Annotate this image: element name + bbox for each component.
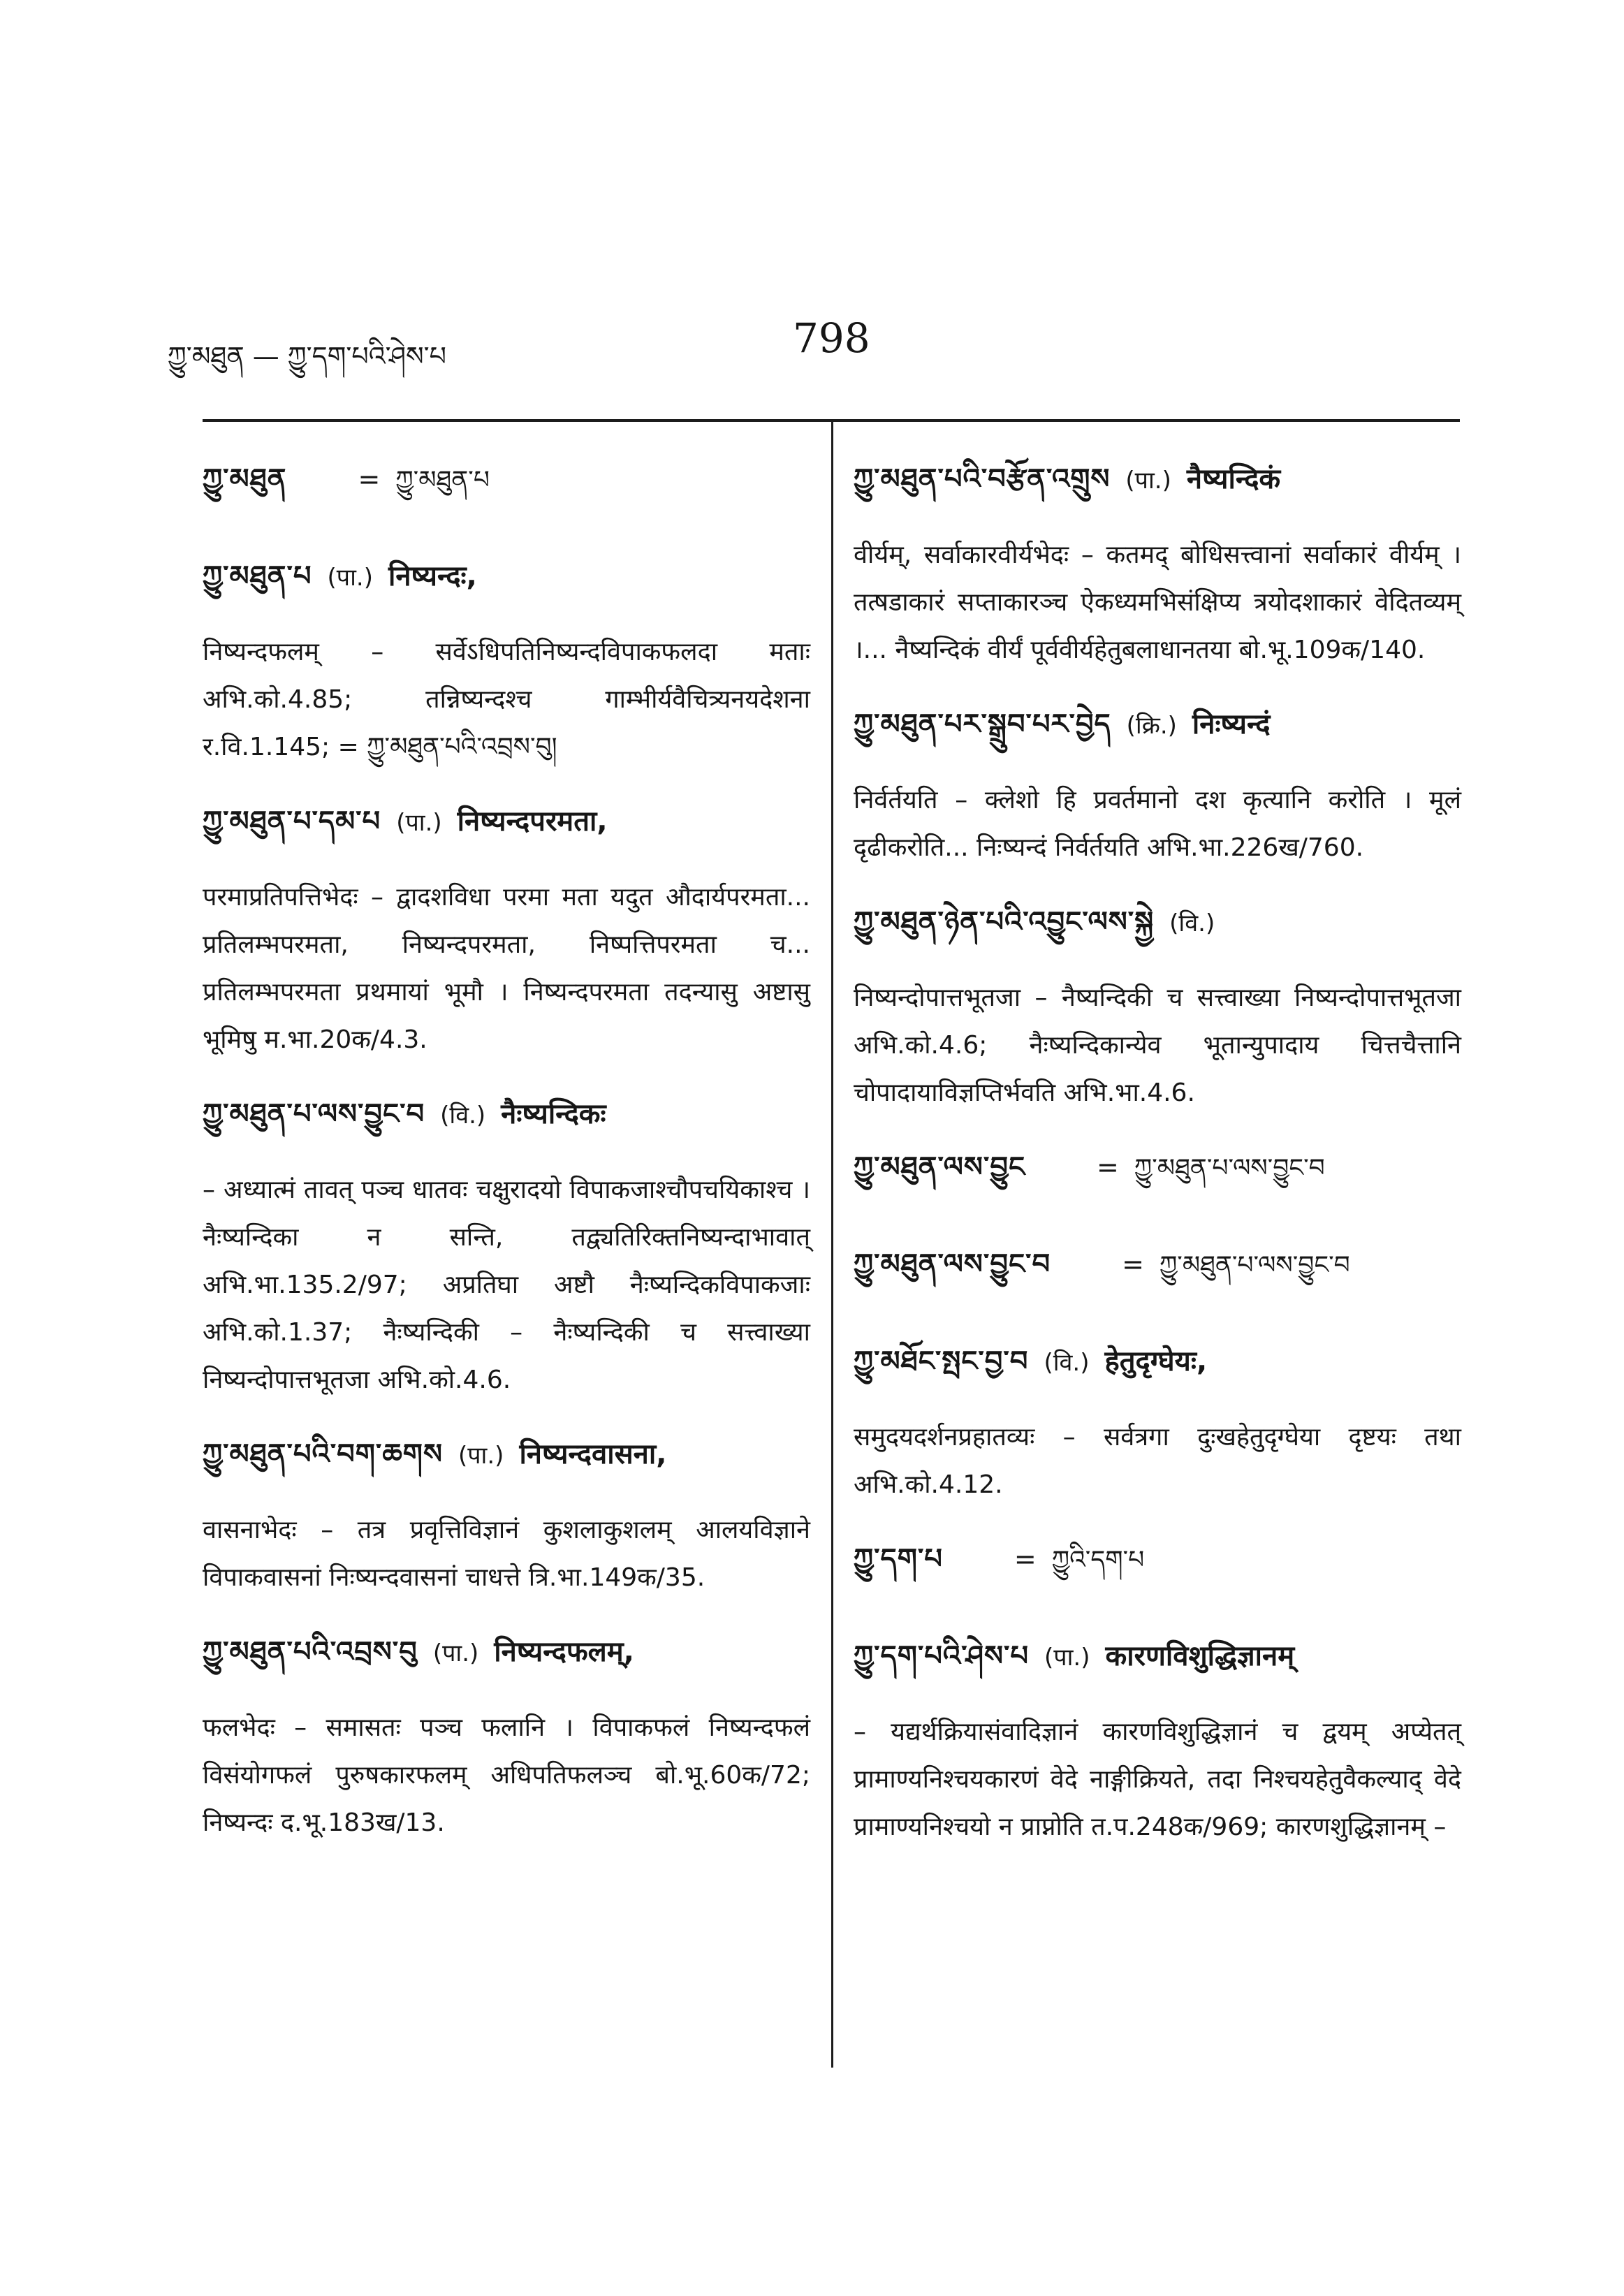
dictionary-entry [854,1135,1461,1214]
dictionary-entry [854,692,1461,872]
sanskrit-equivalent: नैःष्यन्दिकः [501,1098,606,1130]
headword: ཀྱུ་མཐུན་པའི་བརྩོན་འགྲུས [854,463,1111,495]
entry-body: समुदयदर्शनप्रहातव्यः – सर्वत्रगा दुःखहेतुदृग्घेया दृष्टयः तथा अभि.को.4.12. [854,1423,1461,1499]
right-column [854,447,1461,1869]
dictionary-entry [854,1329,1461,1509]
sanskrit-equivalent: निःष्यन्दं [1192,708,1271,740]
headword: ཀྱུ་མཐོང་སྤང་བྱ་བ [854,1345,1029,1377]
grammar-label: (पा.) [1125,467,1171,495]
headword: ཀྱུ་མཐུན་པའི་འབྲས་བུ [203,1636,418,1668]
cross-reference: ཀྱུ་མཐུན་པ་ལས་བྱུང་བ [1159,1251,1350,1280]
page-number: 798 [793,314,870,362]
entry-body: निष्यन्दोपात्तभूतजा – नैष्यन्दिकी च सत्त्वाख्या निष्यन्दोपात्तभूतजा अभि.को.4.6; नैःष्यन्दिकान्येव भूतान्युपादाय चित्तचैत्तानि चोपादायाविज्ञप्तिर्भवति अभि.भा.4.6. [854,984,1461,1107]
sanskrit-equivalent: निष्यन्दपरमता, [457,805,608,838]
sanskrit-equivalent: निष्यन्दः, [388,560,477,592]
sanskrit-equivalent: निष्यन्दफलम्, [494,1636,634,1668]
entry-body: वासनाभेदः – तत्र प्रवृत्तिविज्ञानं कुशलाकुशलम् आलयविज्ञाने विपाकवासनां निःष्यन्दवासनां चाधत्ते त्रि.भा.149क/35. [203,1516,810,1592]
grammar-label: (वि.) [440,1102,486,1129]
headword: ཀྱུ་མཐུན [203,463,287,495]
cross-reference: ཀྱུ་མཐུན་པ [395,466,490,495]
equals-sign: = [1097,1152,1119,1183]
grammar-label: (वि.) [1169,909,1215,937]
equals-sign: = [358,464,381,495]
dictionary-entry [854,890,1461,1117]
page-header [168,314,1467,370]
dictionary-entry [854,1232,1461,1311]
sanskrit-equivalent: कारणविशुद्धिज्ञानम् [1105,1640,1295,1672]
grammar-label: (पा.) [458,1442,504,1470]
grammar-label: (पा.) [1044,1644,1090,1672]
headword: ཀྱུ་དག་པའི་ཤེས་པ [854,1640,1030,1672]
grammar-label: (पा.) [327,564,373,592]
headword: ཀྱུ་མཐུན་ལས་བྱུང་བ [854,1248,1051,1280]
dictionary-entry [203,1620,810,1847]
column-divider [831,419,833,2068]
entry-body: निष्यन्दफलम् – सर्वेऽधिपतिनिष्यन्दविपाकफलदा मताः अभि.को.4.85; तन्निष्यन्दश्च गाम्भीर्यवैचित्र्यनयदेशना र.वि.1.145; = ཀྱུ་མཐུན་པའི་འབྲས་བུ། [203,638,810,761]
headword: ཀྱུ་མཐུན་པ་དམ་པ [203,805,381,838]
dictionary-entry [203,1422,810,1602]
headword: ཀྱུ་མཐུན་པ [203,560,312,592]
entry-body: फलभेदः – समासतः पञ्च फलानि । विपाकफलं निष्यन्दफलं विसंयोगफलं पुरुषकारफलम् अधिपतिफलञ्च बो.भू.60क/72; निष्यन्दः द.भू.183ख/13. [203,1713,810,1837]
dictionary-entry [203,1082,810,1404]
sanskrit-equivalent: हेतुदृग्घेयः, [1104,1345,1208,1377]
headword: ཀྱུ་མཐུན་པའི་བག་ཆགས [203,1438,443,1470]
entry-body: निर्वर्तयति – क्लेशो हि प्रवर्तमानो दश कृत्यानि करोति । मूलं दृढीकरोति... निःष्यन्दं निर्वर्तयति अभि.भा.226ख/760. [854,786,1461,862]
dictionary-entry [854,1624,1461,1851]
equals-sign: = [1014,1544,1037,1574]
headword: ཀྱུ་དག་པ [854,1543,943,1575]
sanskrit-equivalent: निष्यन्दवासना, [519,1438,667,1470]
guide-words: ཀྱུ་མཐུན — ཀྱུ་དག་པའི་ཤེས་པ [168,341,446,372]
entry-body: परमाप्रतिपत्तिभेदः – द्वादशविधा परमा मता यदुत औदार्यपरमता... प्रतिलम्भपरमता, निष्यन्दपरमता, निष्पत्तिपरमता च... प्रतिलम्भपरमता प्रथमायां भूमौ । निष्यन्दपरमता तदन्यासु अष्टासु भूमिषु म.भा.20क/4.3. [203,883,810,1054]
entry-body: – यद्यर्थक्रियासंवादिज्ञानं कारणविशुद्धिज्ञानं च द्वयम् अप्येतत् प्रामाण्यनिश्चयकारणं वेदे नाङ्गीक्रियते, तदा निश्चयहेतुवैकल्याद् वेदे प्रामाण्यनिश्चयो न प्राप्नोति त.प.248क/969; कारणशुद्धिज्ञानम् – [854,1718,1461,1841]
entry-body: – अध्यात्मं तावत् पञ्च धातवः चक्षुरादयो विपाकजाश्चौपचयिकाश्च । नैःष्यन्दिका न सन्ति, तद्व्यतिरिक्तनिष्यन्दाभावात् अभि.भा.135.2/97; अप्रतिघा अष्टौ नैःष्यन्दिकविपाकजाः अभि.को.1.37; नैःष्यन्दिकी – नैःष्यन्दिकी च सत्त्वाख्या निष्यन्दोपात्तभूतजा अभि.को.4.6. [203,1176,810,1394]
dictionary-entry [203,544,810,771]
headword: ཀྱུ་མཐུན་ཉེན་པའི་འབྱུང་ལས་སྐྱེ [854,906,1155,938]
dictionary-entry [854,447,1461,674]
grammar-label: (क्रि.) [1126,712,1177,740]
cross-reference: ཀྱུའི་དག་པ [1051,1546,1145,1574]
equals-sign: = [1122,1249,1144,1280]
left-column [203,447,810,1865]
grammar-label: (वि.) [1044,1349,1090,1377]
entry-body: वीर्यम्, सर्वाकारवीर्यभेदः – कतमद् बोधिसत्त्वानां सर्वाकारं वीर्यम् । तत्षडाकारं सप्ताकारञ्च ऐकध्यमभिसंक्षिप्य त्रयोदशाकारं वेदितव्यम् ।... नैष्यन्दिकं वीर्यं पूर्ववीर्यहेतुबलाधानतया बो.भू.109क/140. [854,541,1461,664]
headword: ཀྱུ་མཐུན་པར་སྒྲུབ་པར་བྱེད [854,708,1111,740]
dictionary-entry [203,447,810,526]
grammar-label: (पा.) [396,809,442,837]
headword: ཀྱུ་མཐུན་པ་ལས་བྱུང་བ [203,1098,425,1130]
dictionary-entry [854,1527,1461,1606]
headword: ཀྱུ་མཐུན་ལས་བྱུང [854,1151,1026,1183]
cross-reference: ཀྱུ་མཐུན་པ་ལས་བྱུང་བ [1134,1154,1325,1183]
sanskrit-equivalent: नैष्यन्दिकं [1186,463,1281,495]
dictionary-entry [203,789,810,1064]
grammar-label: (पा.) [432,1639,479,1667]
